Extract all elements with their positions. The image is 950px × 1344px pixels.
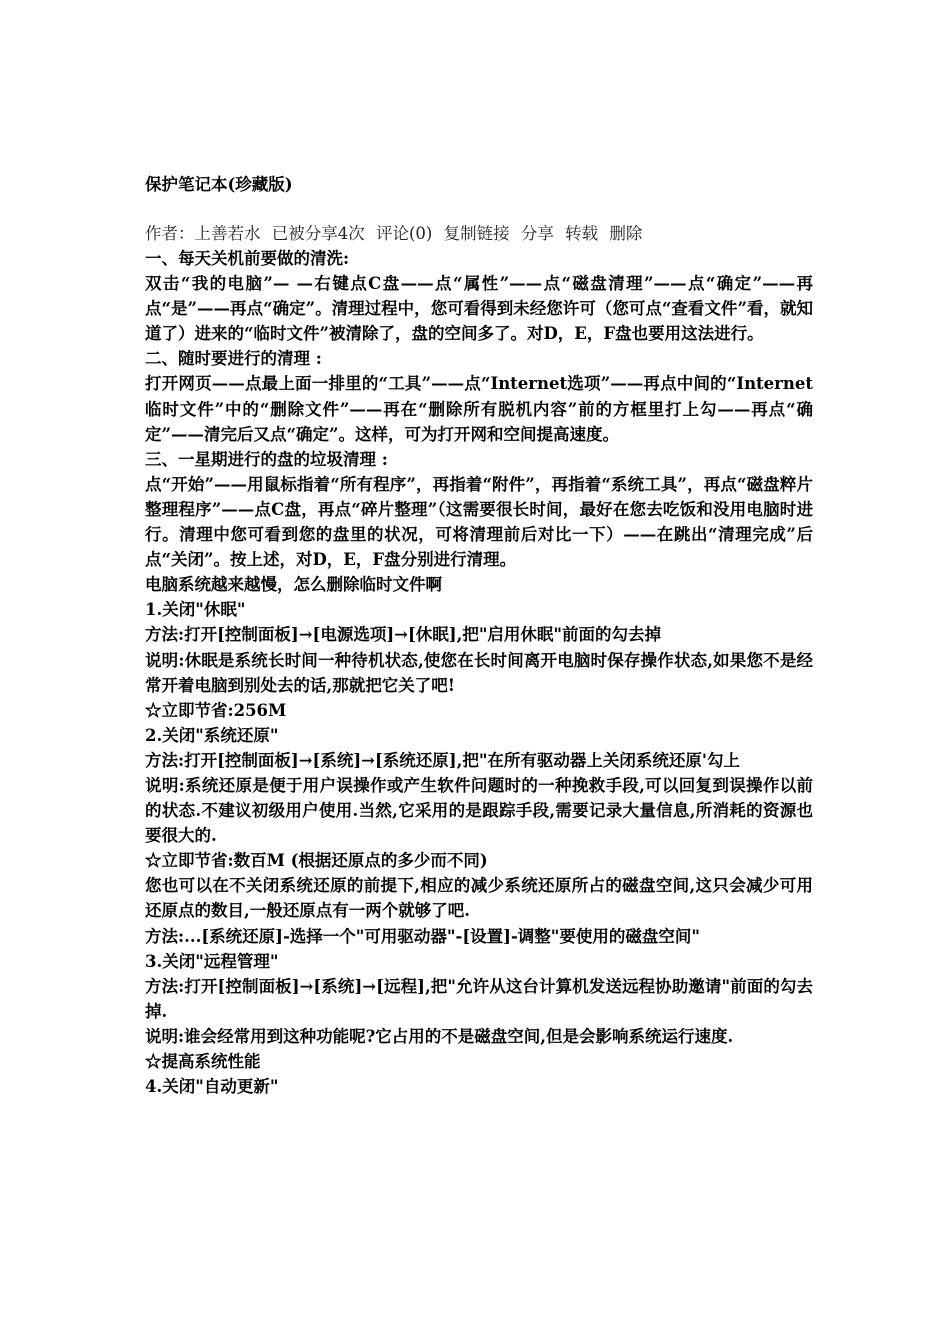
repost-button[interactable]: 转载 (565, 224, 599, 243)
body-paragraph: 2.关闭"系统还原" (145, 725, 279, 745)
body-paragraph: 点“开始”——用鼠标指着“所有程序”，再指着“附件”，再指着“系统工具”，再点“磁盘粹片整理程序”——点C盘，再点“碎片整理”（这需要很长时间，最好在您去吃饭和没用电脑时进行。清理中您可看到您的盘里的状况，可将清理前后对比一下）——在跳出“清理完成”后点“关闭”。按上述，对D，E，F盘分别进行清理。 (145, 474, 813, 570)
body-paragraph: ☆立即节省:数百M (根据还原点的多少而不同) (145, 851, 488, 871)
body-paragraph: 1.关闭"休眠" (145, 600, 246, 620)
document-page (145, 173, 813, 1099)
body-paragraph: 打开网页——点最上面一排里的“工具”——点“Internet选项”——再点中间的“Internet临时文件”中的“删除文件”——再在“删除所有脱机内容”前的方框里打上勾——再点“确定”——清完后又点“确定”。这样，可为打开网和空间提高速度。 (145, 374, 813, 444)
body-paragraph: 双击“我的电脑”— —右键点C盘——点“属性”——点“磁盘清理”——点“确定”——再点“是”——再点“确定”。清理过程中，您可看得到未经您许可（您可点“查看文件”看，就知道了）进来的“临时文件”被清除了，盘的空间多了。对D，E，F盘也要用这法进行。 (145, 274, 813, 344)
body-paragraph: 说明:谁会经常用到这种功能呢?它占用的不是磁盘空间,但是会影响系统运行速度. (145, 1026, 734, 1046)
body-paragraph: ☆立即节省:256M (145, 700, 287, 720)
share-count: 已被分享4次 (271, 224, 365, 243)
body-paragraph: 说明:休眠是系统长时间一种待机状态,使您在长时间离开电脑时保存操作状态,如果您不是经常开着电脑到别处去的话,那就把它关了吧! (145, 650, 813, 695)
copy-link-button[interactable]: 复制链接 (443, 224, 510, 243)
document-body (145, 246, 813, 1099)
body-paragraph: 电脑系统越来越慢，怎么删除临时文件啊 (145, 575, 442, 595)
body-paragraph: 说明:系统还原是便于用户误操作或产生软件问题时的一种挽救手段,可以回复到误操作以前的状态.不建议初级用户使用.当然,它采用的是跟踪手段,需要记录大量信息,所消耗的资源也要很大的. (145, 775, 813, 846)
comments-link[interactable]: 评论(0) (376, 224, 433, 243)
body-paragraph: 二、随时要进行的清理 : (145, 349, 322, 369)
body-paragraph: 3.关闭"远程管理" (145, 951, 279, 971)
share-button[interactable]: 分享 (520, 224, 554, 243)
document-title: 保护笔记本(珍藏版) (145, 175, 293, 194)
body-paragraph: 一、每天关机前要做的清洗: (145, 249, 350, 268)
author-label: 作者：上善若水 (145, 224, 261, 243)
meta-bar (145, 221, 813, 246)
body-paragraph: 4.关闭"自动更新" (145, 1077, 279, 1097)
body-paragraph: 您也可以在不关闭系统还原的前提下,相应的减少系统还原所占的磁盘空间,这只会减少可用还原点的数目,一般还原点有一两个就够了吧. (145, 876, 813, 921)
body-paragraph: ☆提高系统性能 (145, 1052, 261, 1071)
delete-button[interactable]: 删除 (609, 224, 643, 243)
body-paragraph: 三、一星期进行的盘的垃圾清理 : (145, 449, 388, 469)
body-paragraph: 方法:打开[控制面板]→[系统]→[远程],把"允许从这台计算机发送远程协助邀请"前面的勾去掉. (145, 976, 813, 1021)
body-paragraph: 方法:打开[控制面板]→[电源选项]→[休眠],把"启用休眠"前面的勾去掉 (145, 625, 662, 645)
body-paragraph: 方法:打开[控制面板]→[系统]→[系统还原],把"在所有驱动器上关闭系统还原'勾上 (145, 750, 740, 770)
body-paragraph: 方法:...[系统还原]-选择一个"可用驱动器"-[设置]-调整"要使用的磁盘空间" (145, 926, 700, 946)
